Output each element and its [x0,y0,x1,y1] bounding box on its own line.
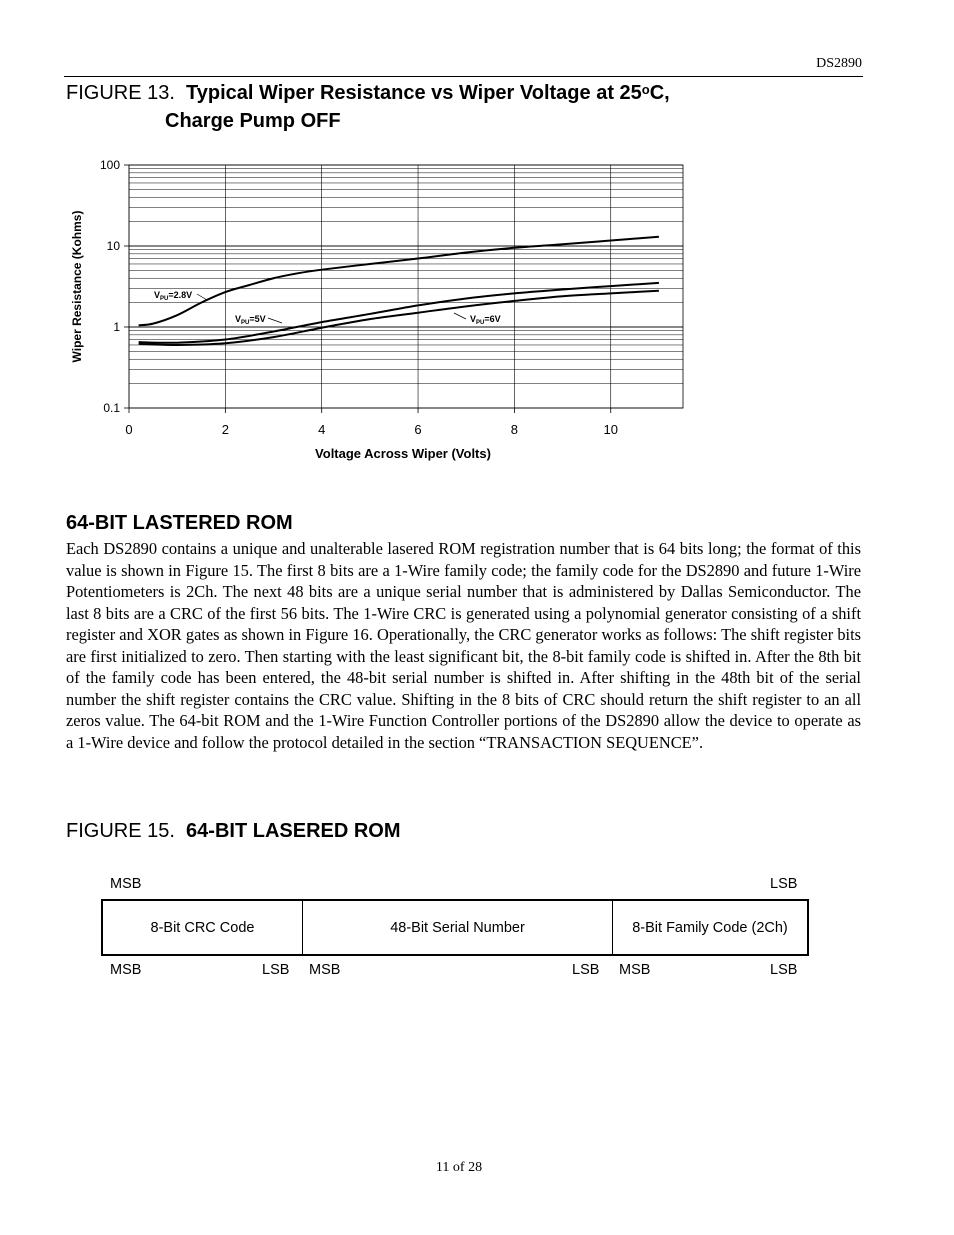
figure-13-degree: o [641,82,650,97]
figure-13-label: FIGURE 13. [66,82,175,104]
series-label-0: $V_{PU}=2.8V$ [154,290,193,302]
x-tick-label: 4 [318,422,326,437]
rom-family-msb: MSB [619,962,651,978]
y-tick-label: 10 [106,239,120,253]
rom-family-lsb: LSB [770,962,798,978]
series-line-2 [139,291,659,345]
x-tick-label: 0 [125,422,133,437]
rom-crc-lsb: LSB [262,962,290,978]
rom-serial-msb: MSB [309,962,341,978]
figure-13-title-line2: Charge Pump OFF [165,110,341,132]
x-axis-label: Voltage Across Wiper (Volts) [315,446,491,461]
y-tick-label: 0.1 [103,401,120,415]
y-axis-label: Wiper Resistance (Kohms) [70,210,84,363]
x-tick-label: 10 [603,422,618,437]
rom-layout-box [101,899,809,956]
figure-15-label: FIGURE 15. [66,820,175,842]
wiper-resistance-chart [64,150,704,470]
figure-13-title-a: Typical Wiper Resistance vs Wiper Voltage at 25 [186,82,642,104]
chart-curves [139,237,659,345]
series-leader-0 [197,294,207,300]
x-tick-label: 6 [414,422,422,437]
series-leader-1 [268,318,282,323]
y-tick-label: 1 [113,320,120,334]
document-id: DS2890 [816,56,862,71]
figure-15-heading: 64-BIT LASERED ROM [186,820,401,842]
figure-13-title-b: C, [649,82,670,104]
y-tick-label: 100 [99,158,120,172]
rom-field-family: 8-Bit Family Code (2Ch) [632,919,788,936]
figure-15-title [66,820,401,843]
x-tick-label: 8 [510,422,519,437]
rom-top-msb: MSB [110,876,142,892]
rom-crc-msb: MSB [110,962,142,978]
series-label-1: $V_{PU}=5V$ [235,314,266,326]
series-line-0 [139,237,659,326]
x-tick-label: 2 [221,422,229,437]
rom-field-crc: 8-Bit CRC Code [103,901,303,954]
series-line-1 [139,283,659,343]
rom-top-lsb: LSB [770,876,798,892]
rom-field-serial: 48-Bit Serial Number [303,901,613,954]
page-number: 11 of 28 [435,1160,483,1175]
section-paragraph: Each DS2890 contains a unique and unalterable lasered ROM registration number that is 64 bits long; the format of this value is shown in Figure 15. The first 8 bits are a 1-Wire family code; the family code for the DS2890 and future 1-Wire Potentiometers is 2Ch. The next 48 bits are a unique serial number that is administered by Dallas Semiconductor. The last 8 bits are a CRC of the first 56 bits. The 1-Wire CRC is generated using a polynomial generator consisting of a shift register and XOR gates as shown in Figure 16. Operationally, the CRC generator works as follows: The shift register bits are first initialized to zero. Then starting with the least significant bit, the 8-bit family code is shifted in. After the 8th bit of the family code has been entered, the 48-bit serial number is shifted in. After shifting in the 48th bit of the serial number the shift register contains the CRC value. Shifting in the 8 bits of CRC should return the shift register to an all zeros value. The 64-bit ROM and the 1-Wire Function Controller portions of the DS2890 allow the device to operate as a 1-Wire device and follow the protocol detailed in the section “TRANSACTION SEQUENCE”. [66,539,861,752]
series-leader-2 [454,313,466,319]
figure-13-title [66,79,670,107]
series-label-2: $V_{PU}=6V$ [470,314,501,326]
header-rule [64,76,863,77]
section-heading: 64-BIT LASTERED ROM [66,512,293,534]
rom-serial-lsb: LSB [572,962,600,978]
